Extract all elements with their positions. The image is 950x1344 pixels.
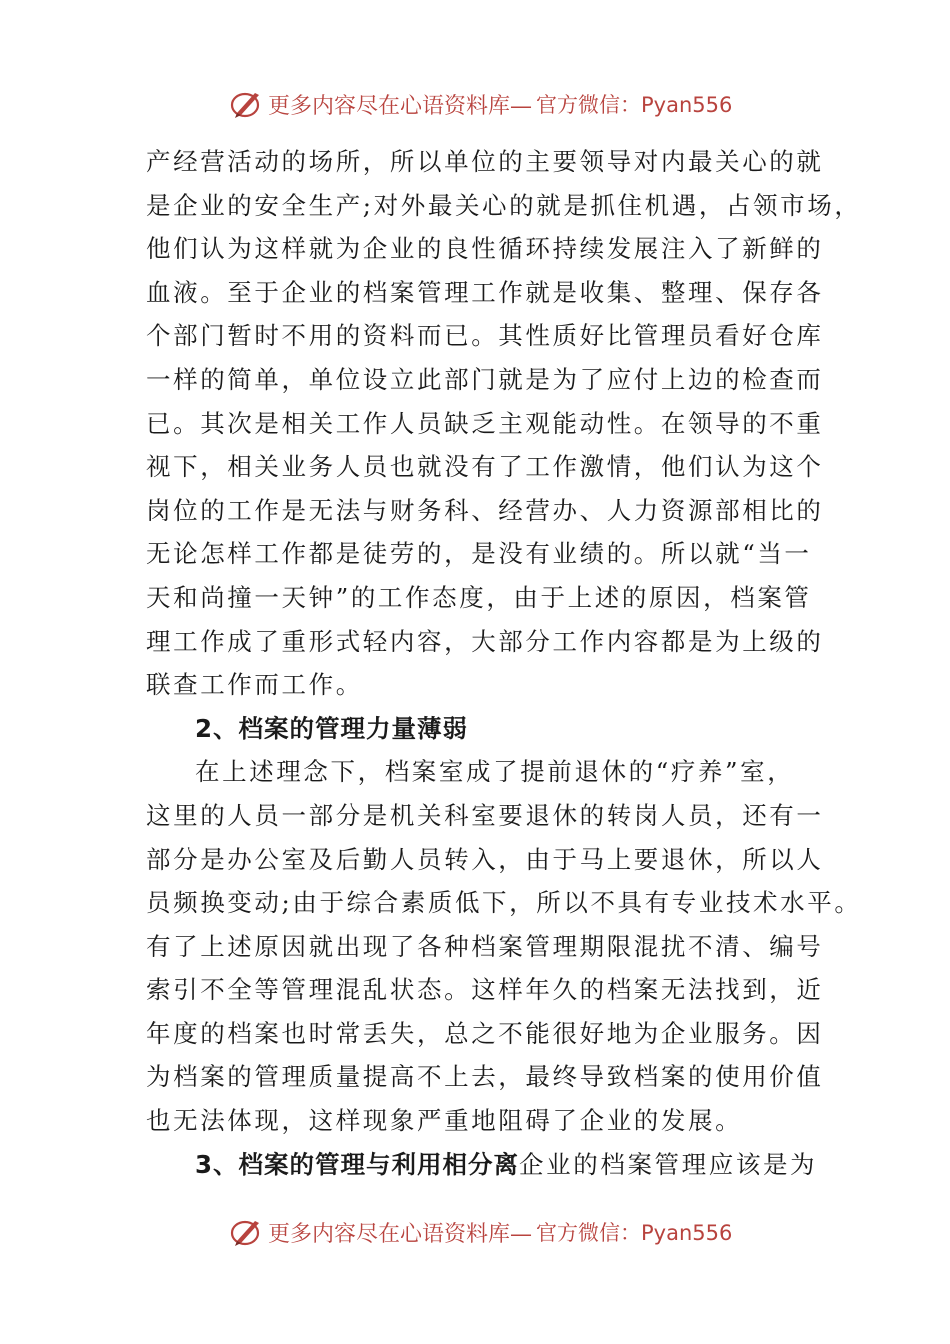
- pen-logo-icon: [228, 86, 264, 122]
- watermark-banner-bottom: [228, 1212, 732, 1252]
- watermark-wechat-text: 官方微信：Pyan556: [536, 1221, 733, 1245]
- text-line: 个部门暂时不用的资料而已。其性质好比管理员看好仓库: [146, 321, 824, 351]
- text-line: 理工作成了重形式轻内容，大部分工作内容都是为上级的: [146, 626, 824, 656]
- watermark-wechat-text: 官方微信：Pyan556: [536, 93, 733, 117]
- text-line: 员频换变动;由于综合素质低下，所以不具有专业技术水平。: [146, 888, 862, 918]
- text-line: 一样的简单，单位设立此部门就是为了应付上边的检查而: [146, 364, 824, 394]
- text-line: 视下，相关业务人员也就没有了工作激情，他们认为这个: [146, 452, 824, 482]
- text-line: 已。其次是相关工作人员缺乏主观能动性。在领导的不重: [146, 408, 824, 438]
- document-body: [146, 140, 862, 1186]
- text-line: 索引不全等管理混乱状态。这样年久的档案无法找到，近: [146, 975, 824, 1005]
- text-line: 也无法体现，这样现象严重地阻碍了企业的发展。: [146, 1106, 743, 1136]
- text-line: 无论怎样工作都是徒劳的，是没有业绩的。所以就“当一: [146, 539, 812, 569]
- text-line: 年度的档案也时常丢失，总之不能很好地为企业服务。因: [146, 1018, 824, 1048]
- text-line: 部分是办公室及后勤人员转入，由于马上要退休，所以人: [146, 844, 824, 874]
- watermark-site-text: 更多内容尽在心语资料库—: [268, 93, 533, 119]
- section-heading-2: 2、档案的管理力量薄弱: [195, 713, 469, 743]
- text-line: 是企业的安全生产;对外最关心的就是抓住机遇，占领市场，: [146, 190, 862, 220]
- text-line: 天和尚撞一天钟”的工作态度，由于上述的原因，档案管: [146, 582, 812, 612]
- text-line: 岗位的工作是无法与财务科、经营办、人力资源部相比的: [146, 495, 824, 525]
- text-line: 产经营活动的场所，所以单位的主要领导对内最关心的就: [146, 147, 824, 176]
- text-line: 在上述理念下，档案室成了提前退休的“疗养”室，: [195, 757, 795, 787]
- text-line: 血液。至于企业的档案管理工作就是收集、整理、保存各: [146, 277, 824, 307]
- text-line: 有了上述原因就出现了各种档案管理期限混扰不清、编号: [146, 931, 824, 961]
- section-heading-3-tail: 企业的档案管理应该是为: [519, 1149, 818, 1179]
- watermark-site-text: 更多内容尽在心语资料库—: [268, 1221, 533, 1247]
- text-line: 为档案的管理质量提高不上去，最终导致档案的使用价值: [146, 1062, 824, 1092]
- text-line: 这里的人员一部分是机关科室要退休的转岗人员，还有一: [146, 800, 824, 830]
- text-line: 他们认为这样就为企业的良性循环持续发展注入了新鲜的: [146, 234, 824, 264]
- pen-logo-icon: [228, 1214, 264, 1250]
- watermark-banner-top: [228, 84, 732, 124]
- section-heading-3-line: [146, 1143, 818, 1187]
- section-heading-3: 3、档案的管理与利用相分离: [195, 1149, 520, 1179]
- text-line: 联查工作而工作。: [146, 670, 363, 700]
